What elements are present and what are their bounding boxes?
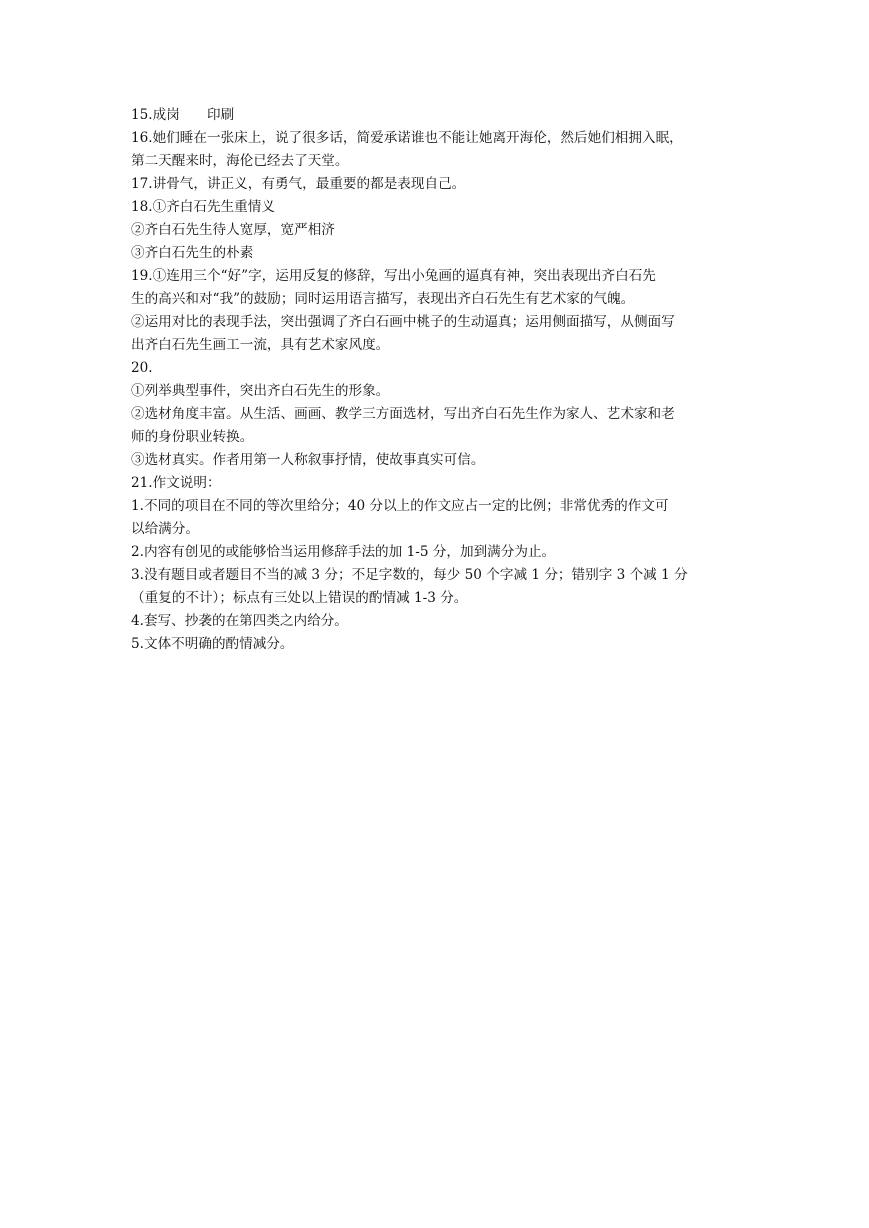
text-line-q16-b: 第二天醒来时，海伦已经去了天堂。 [131, 153, 349, 169]
text-line-q20: 20. [131, 360, 153, 376]
text-line-q20-1: ①列举典型事件，突出齐白石先生的形象。 [131, 383, 390, 399]
text-line-q19-1b: 生的高兴和对“我”的鼓励；同时运用语言描写，表现出齐白石先生有艺术家的气魄。 [131, 291, 635, 307]
text-line-q19-2a: ②运用对比的表现手法，突出强调了齐白石画中桃子的生动逼真；运用侧面描写，从侧面写 [131, 314, 675, 330]
text-line-q16-a: 16.她们睡在一张床上，说了很多话，简爱承诺谁也不能让她离开海伦，然后她们相拥入眠， [131, 130, 683, 146]
answer-text-block [131, 104, 741, 656]
text-line-q20-2a: ②选材角度丰富。从生活、画画、教学三方面选材，写出齐白石先生作为家人、艺术家和老 [131, 406, 675, 422]
text-line-q20-2b: 师的身份职业转换。 [131, 429, 254, 445]
text-line-q21-3b: （重复的不计）；标点有三处以上错误的酌情减 1-3 分。 [131, 590, 468, 606]
text-line-q17: 17.讲骨气，讲正义，有勇气，最重要的都是表现自己。 [131, 176, 466, 192]
text-line-q20-3: ③选材真实。作者用第一人称叙事抒情，使故事真实可信。 [131, 452, 485, 468]
text-line-q18-2: ②齐白石先生待人宽厚，宽严相济 [131, 222, 335, 238]
text-line-q21-2: 2.内容有创见的或能够恰当运用修辞手法的加 1-5 分，加到满分为止。 [131, 544, 556, 560]
text-line-q18-3: ③齐白石先生的朴素 [131, 245, 254, 261]
text-line-q21-1a: 1.不同的项目在不同的等次里给分；40 分以上的作文应占一定的比例；非常优秀的作文可 [131, 498, 669, 514]
text-line-q18-1: 18.①齐白石先生重情义 [131, 199, 275, 215]
text-line-q19-1a: 19.①连用三个“好”字，运用反复的修辞，写出小兔画的逼真有神，突出表现出齐白石先 [131, 268, 656, 284]
text-line-q19-2b: 出齐白石先生画工一流，具有艺术家风度。 [131, 337, 390, 353]
text-line-q15: 15.成岗 印刷 [131, 107, 235, 123]
text-line-q21-5: 5.文体不明确的酌情减分。 [131, 636, 294, 652]
text-line-q21-4: 4.套写、抄袭的在第四类之内给分。 [131, 613, 348, 629]
text-line-q21-1b: 以给满分。 [131, 521, 199, 537]
text-line-q21: 21.作文说明： [131, 475, 221, 491]
text-line-q21-3a: 3.没有题目或者题目不当的减 3 分；不足字数的，每少 50 个字减 1 分；错别字 3 个减 1 分 [131, 567, 688, 583]
